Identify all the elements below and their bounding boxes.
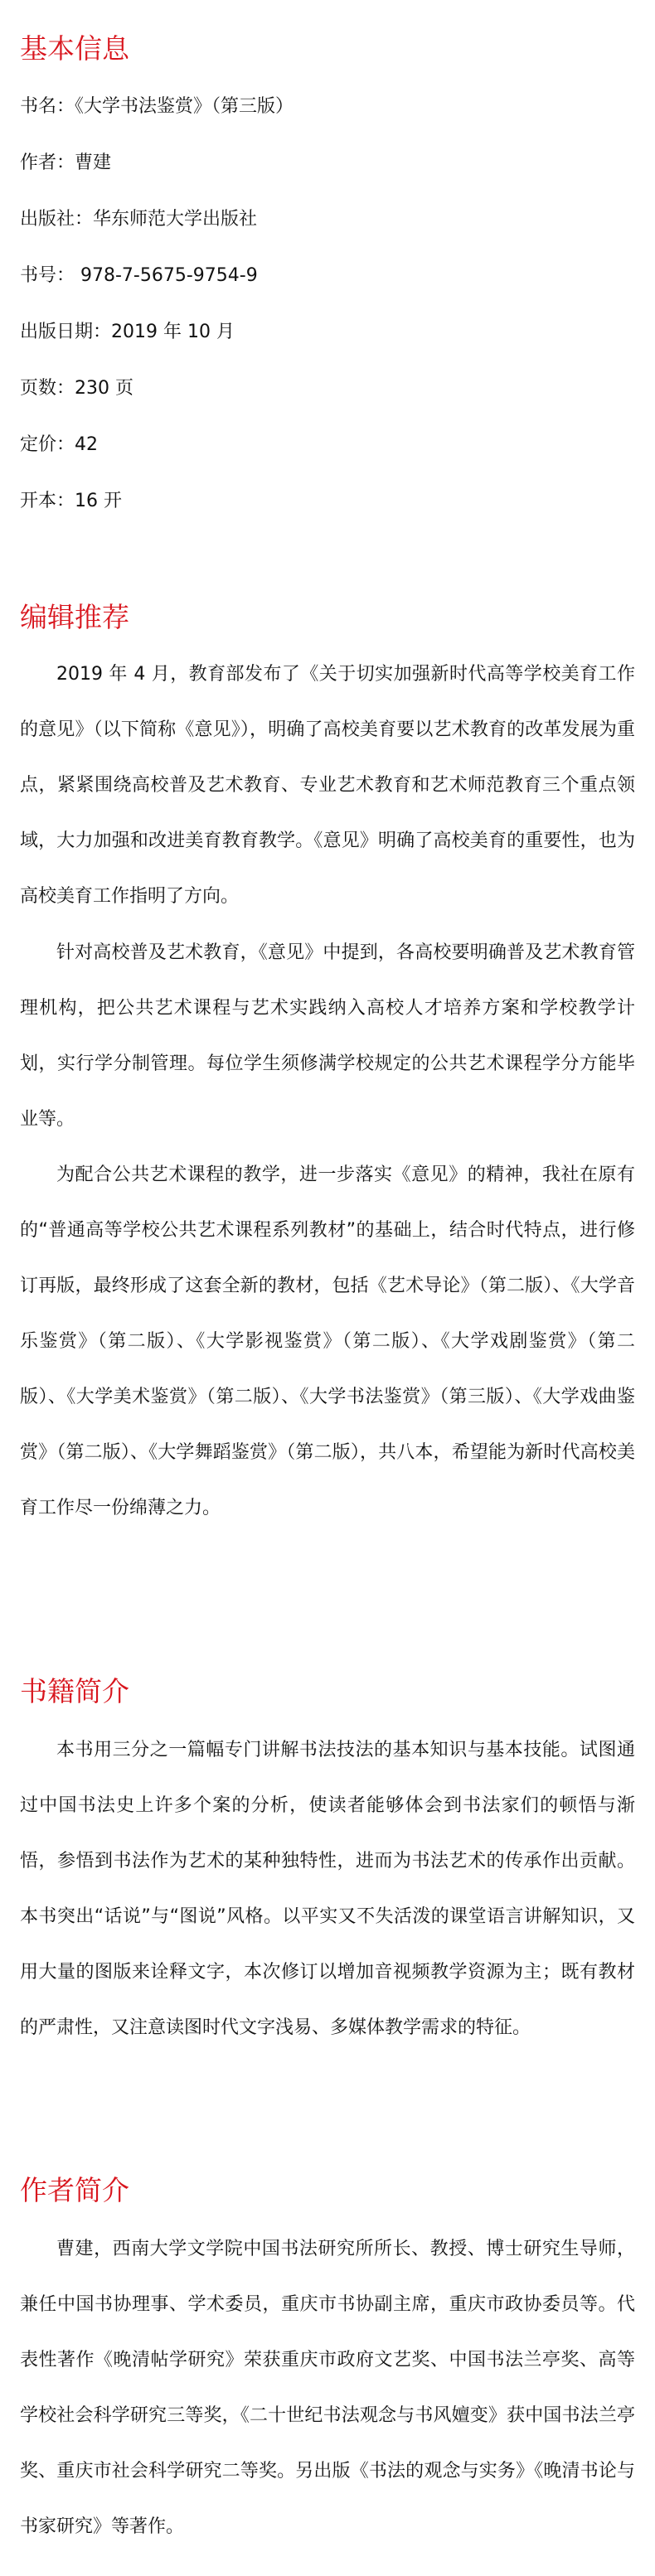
info-title: 书名：《大学书法鉴赏》（第三版） <box>20 96 294 117</box>
editor-recommendation-paragraph-3: 为配合公共艺术课程的教学，进一步落实《意见》的精神，我社在原有的“普通高等学校公共艺术课程系列教材”的基础上，结合时代特点，进行修订再版，最终形成了这套全新的教材，包括《艺术导论》（第二版）、《大学音乐鉴赏》（第二版）、《大学影视鉴赏》（第二版）、《大学戏剧鉴赏》（第二版）、《大学美术鉴赏》（第二版）、《大学书法鉴赏》（第三版）、《大学戏曲鉴赏》（第二版）、《大学舞蹈鉴赏》（第二版），共八本，希望能为新时代高校美育工作尽一份绵薄之力。 <box>20 1165 635 1518</box>
info-pub-date: 出版日期：2019 年 10 月 <box>20 322 235 342</box>
editor-recommendation-heading: 编辑推荐 <box>20 601 129 633</box>
info-format: 开本：16 开 <box>20 491 122 511</box>
editor-recommendation-paragraph-2: 针对高校普及艺术教育，《意见》中提到，各高校要明确普及艺术教育管理机构，把公共艺术课程与艺术实践纳入高校人才培养方案和学校教学计划，实行学分制管理。每位学生须修满学校规定的公共艺术课程学分方能毕业等。 <box>20 942 635 1130</box>
editor-recommendation-paragraph-1: 2019 年 4 月，教育部发布了《关于切实加强新时代高等学校美育工作的意见》（以下简称《意见》），明确了高校美育要以艺术教育的改革发展为重点，紧紧围绕高校普及艺术教育、专业艺术教育和艺术师范教育三个重点领域，大力加强和改进美育教育教学。《意见》明确了高校美育的重要性，也为高校美育工作指明了方向。 <box>20 664 635 907</box>
author-intro-paragraph: 曹建，西南大学文学院中国书法研究所所长、教授、博士研究生导师，兼任中国书协理事、学术委员，重庆市书协副主席，重庆市政协委员等。代表性著作《晚清帖学研究》荣获重庆市政府文艺奖、中国书法兰亭奖、高等学校社会科学研究三等奖，《二十世纪书法观念与书风嬗变》获中国书法兰亭奖、重庆市社会科学研究二等奖。另出版《书法的观念与实务》《晚清书论与书家研究》等著作。 <box>20 2239 635 2537</box>
info-publisher: 出版社：华东师范大学出版社 <box>20 209 258 230</box>
info-isbn: 书号： 978-7-5675-9754-9 <box>20 265 258 286</box>
author-intro-heading: 作者简介 <box>20 2174 129 2206</box>
info-price: 定价：42 <box>20 434 98 455</box>
book-intro-heading: 书籍简介 <box>20 1675 129 1707</box>
basic-info-heading: 基本信息 <box>20 32 129 65</box>
info-author: 作者：曹建 <box>20 153 112 173</box>
book-intro-paragraph: 本书用三分之一篇幅专门讲解书法技法的基本知识与基本技能。试图通过中国书法史上许多个案的分析，使读者能够体会到书法家们的顿悟与渐悟，参悟到书法作为艺术的某种独特性，进而为书法艺术的传承作出贡献。本书突出“话说”与“图说”风格。以平实又不失活泼的课堂语言讲解知识，又用大量的图版来诠释文字，本次修订以增加音视频教学资源为主；既有教材的严肃性，又注意读图时代文字浅易、多媒体教学需求的特征。 <box>20 1740 635 2038</box>
info-pages: 页数：230 页 <box>20 378 133 399</box>
